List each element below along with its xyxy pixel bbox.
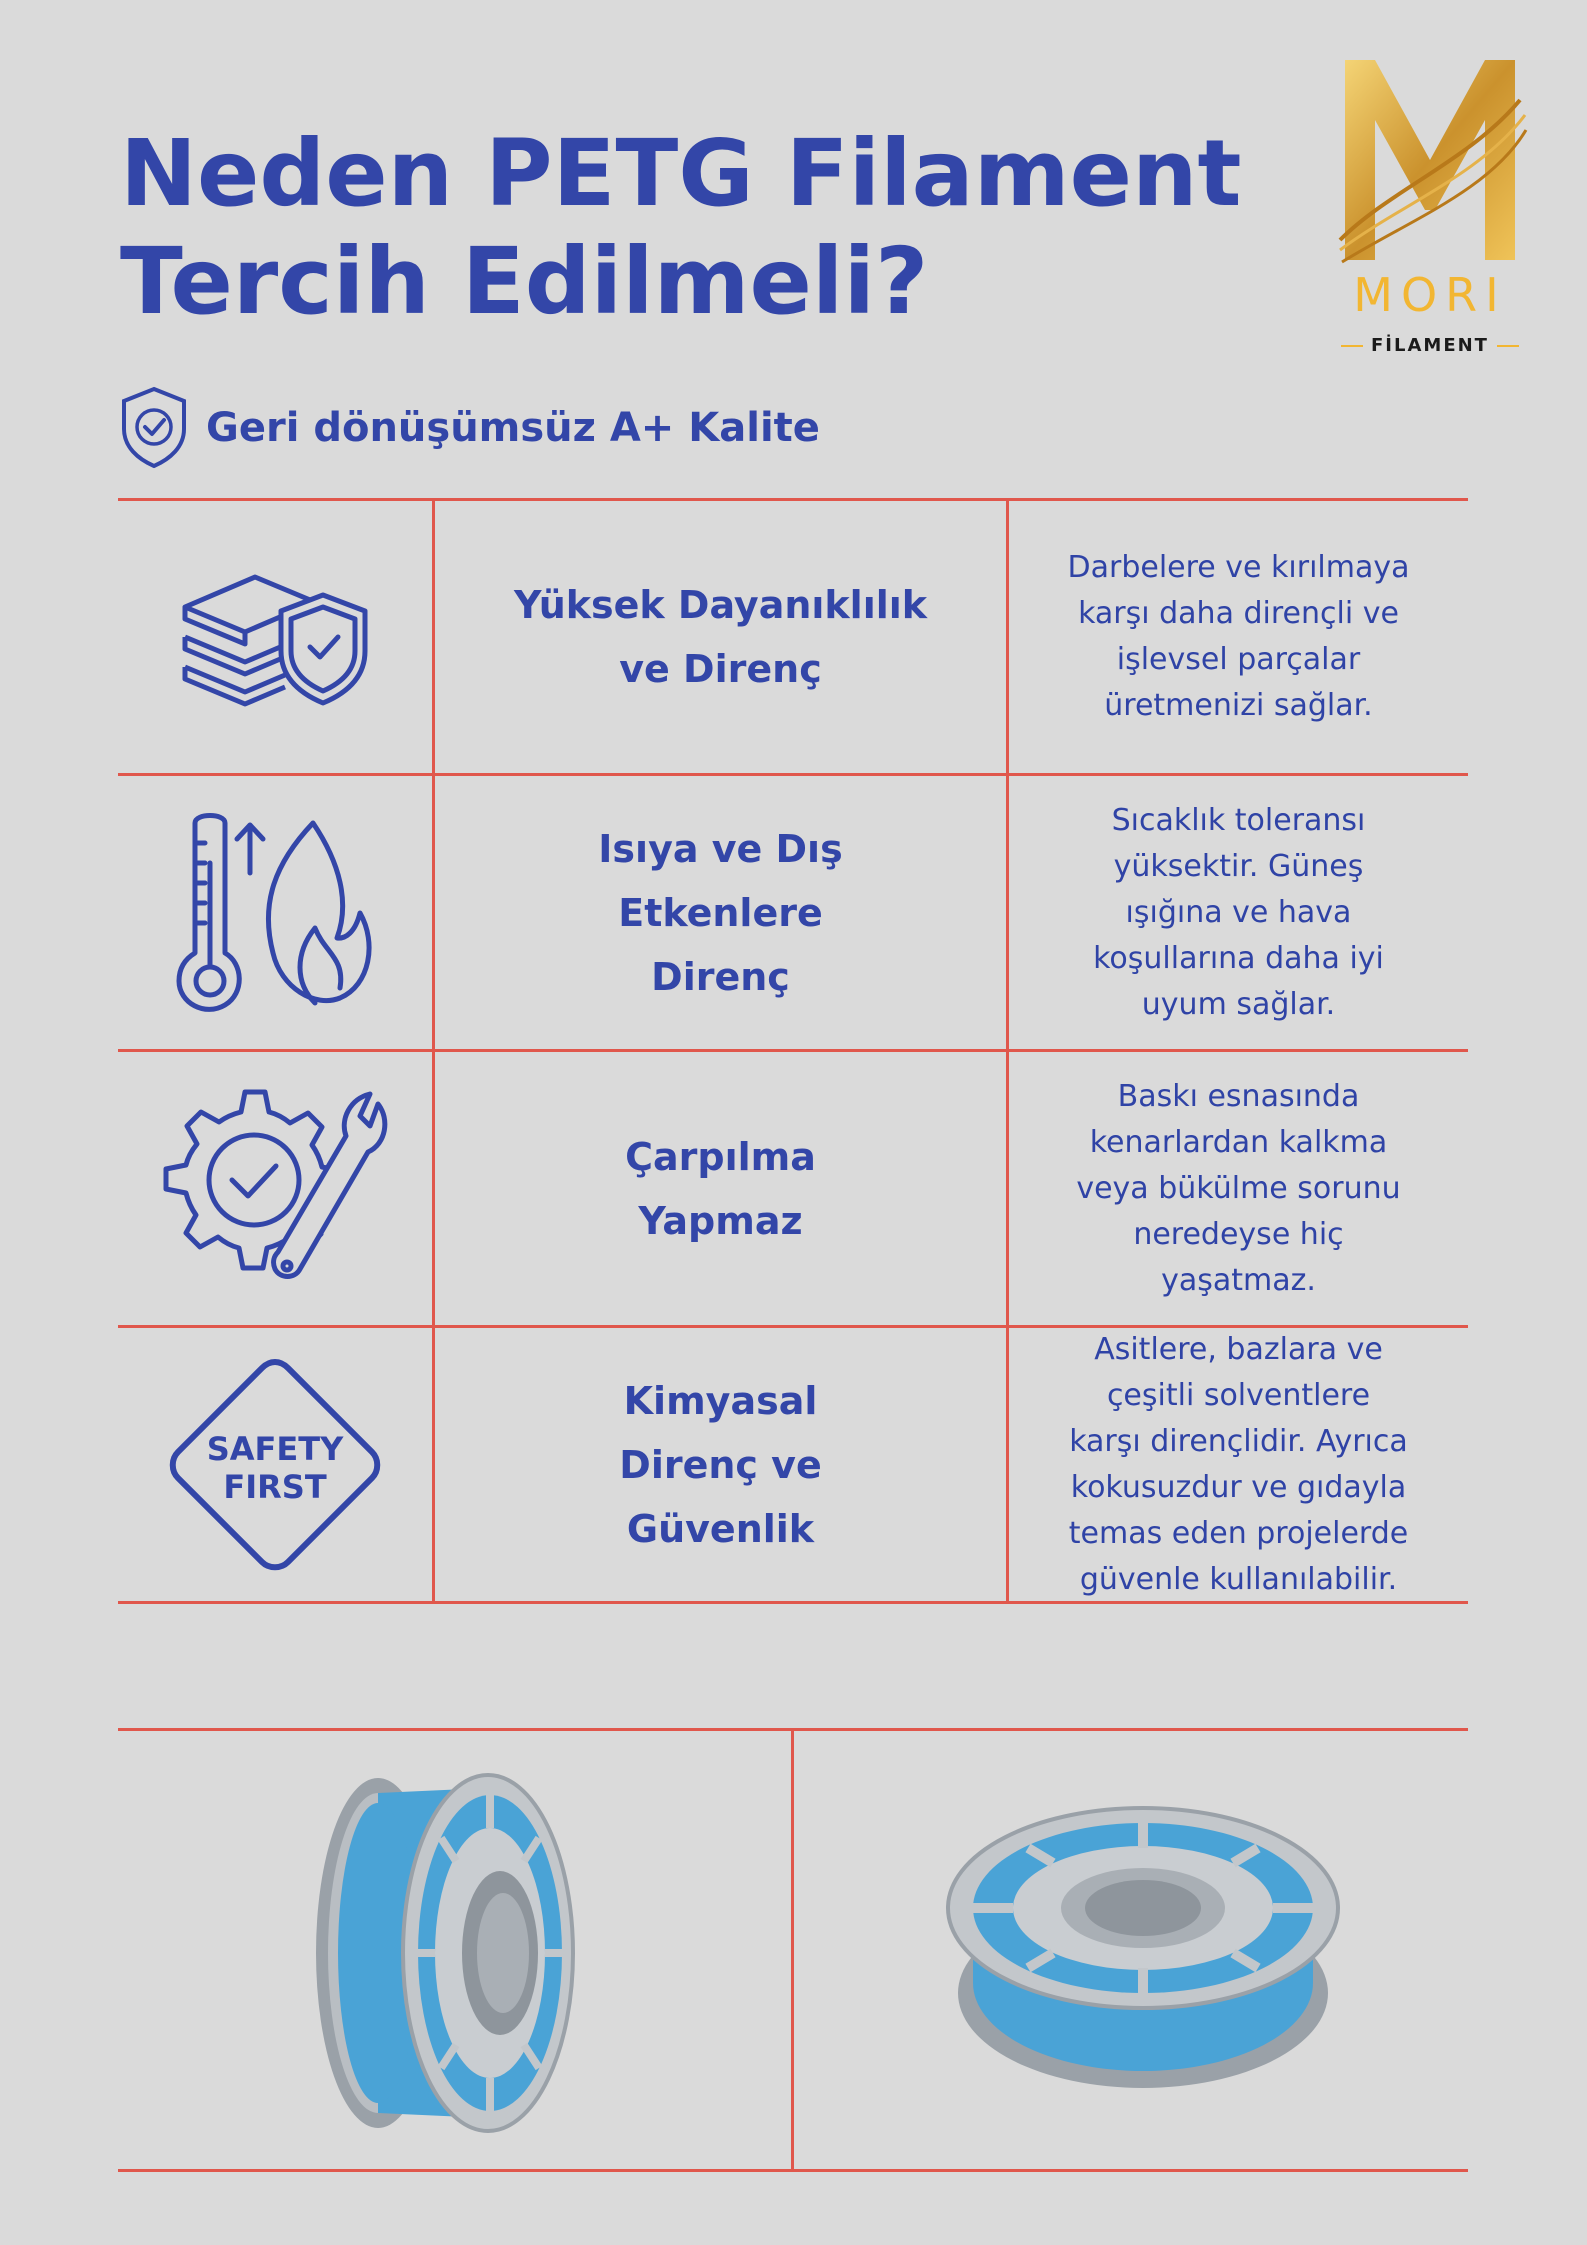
feature-title-cell xyxy=(435,1328,1006,1601)
feature-icon-cell xyxy=(118,501,432,773)
feature-title-line: Kimyasal xyxy=(623,1378,818,1423)
feature-desc-cell xyxy=(1009,776,1468,1049)
feature-desc-line: güvenle kullanılabilir. xyxy=(1079,1561,1398,1597)
feature-title xyxy=(619,1369,821,1561)
page-title-line-1: Neden PETG Filament xyxy=(120,120,1242,227)
feature-title-line: Yüksek Dayanıklılık xyxy=(513,583,928,627)
feature-title-line: Etkenlere xyxy=(618,890,823,935)
feature-desc-line: yaşatmaz. xyxy=(1161,1262,1316,1298)
feature-desc-cell xyxy=(1009,1052,1468,1325)
feature-desc-line: karşı daha dirençli ve xyxy=(1078,596,1399,631)
feature-title-line: Güvenlik xyxy=(626,1506,815,1551)
feature-desc-line: koşullarına daha iyi xyxy=(1093,940,1384,976)
feature-desc-line: Asitlere, bazlara ve xyxy=(1094,1331,1383,1367)
thermometer-flame-icon xyxy=(165,803,385,1023)
feature-table xyxy=(118,498,1468,1608)
feature-description xyxy=(1076,1074,1400,1304)
feature-desc-line: karşı dirençlidir. Ayrıca xyxy=(1069,1423,1408,1459)
feature-icon-cell xyxy=(118,776,432,1049)
feature-desc-line: üretmenizi sağlar. xyxy=(1104,688,1373,723)
feature-title-cell xyxy=(435,1052,1006,1325)
filament-spool-side-image xyxy=(278,1753,608,2153)
logo-subtitle: FİLAMENT xyxy=(1330,335,1530,356)
spool-gallery xyxy=(118,1728,1468,2172)
gear-wrench-icon xyxy=(150,1074,400,1304)
feature-description xyxy=(1069,1327,1408,1603)
feature-desc-line: yüksektir. Güneş xyxy=(1113,848,1364,884)
feature-title xyxy=(514,573,927,701)
feature-desc-line: Darbelere ve kırılmaya xyxy=(1067,550,1410,585)
feature-desc-line: Sıcaklık toleransı xyxy=(1111,802,1366,838)
page-title-line-2: Tercih Edilmeli? xyxy=(120,228,929,335)
feature-icon-cell xyxy=(118,1328,432,1601)
feature-title-cell xyxy=(435,501,1006,773)
page-title xyxy=(120,120,1241,336)
logo-name: MORI xyxy=(1353,268,1507,322)
feature-desc-line: veya bükülme sorunu xyxy=(1076,1170,1401,1206)
quality-badge-text: Geri dönüşümsüz A+ Kalite xyxy=(206,404,820,451)
feature-desc-line: işlevsel parçalar xyxy=(1116,642,1361,677)
feature-desc-line: Baskı esnasında xyxy=(1117,1078,1360,1114)
feature-desc-line: temas eden projelerde xyxy=(1068,1515,1409,1551)
feature-desc-line: ışığına ve hava xyxy=(1125,894,1352,930)
feature-title xyxy=(625,1125,816,1253)
feature-title-line: Direnç ve xyxy=(619,1442,822,1487)
feature-title-line: ve Direnç xyxy=(619,647,822,691)
feature-desc-line: çeşitli solventlere xyxy=(1106,1377,1371,1413)
feature-title-line: Çarpılma xyxy=(625,1134,816,1179)
feature-icon-cell xyxy=(118,1052,432,1325)
feature-title-cell xyxy=(435,776,1006,1049)
feature-desc-cell xyxy=(1009,1328,1468,1601)
feature-title-line: Direnç xyxy=(651,954,790,999)
shield-check-icon xyxy=(118,385,190,470)
gallery-column-divider xyxy=(791,1728,794,2172)
feature-desc-line: neredeyse hiç xyxy=(1133,1216,1344,1252)
safety-sign-line-2: FIRST xyxy=(223,1467,327,1506)
feature-desc-line: kenarlardan kalkma xyxy=(1089,1124,1388,1160)
quality-badge xyxy=(118,385,820,470)
layers-shield-icon xyxy=(165,547,385,727)
feature-desc-cell xyxy=(1009,501,1468,773)
safety-sign-line-1: SAFETY xyxy=(206,1429,344,1468)
filament-spool-top-image xyxy=(938,1768,1348,2128)
feature-title-line: Isıya ve Dış xyxy=(598,826,843,871)
safety-first-sign-icon xyxy=(160,1350,390,1580)
feature-description xyxy=(1068,545,1410,729)
feature-title xyxy=(598,817,842,1009)
feature-description xyxy=(1093,798,1384,1028)
feature-title-line: Yapmaz xyxy=(638,1198,803,1243)
feature-desc-line: kokusuzdur ve gıdayla xyxy=(1070,1469,1407,1505)
feature-desc-line: uyum sağlar. xyxy=(1141,986,1336,1022)
